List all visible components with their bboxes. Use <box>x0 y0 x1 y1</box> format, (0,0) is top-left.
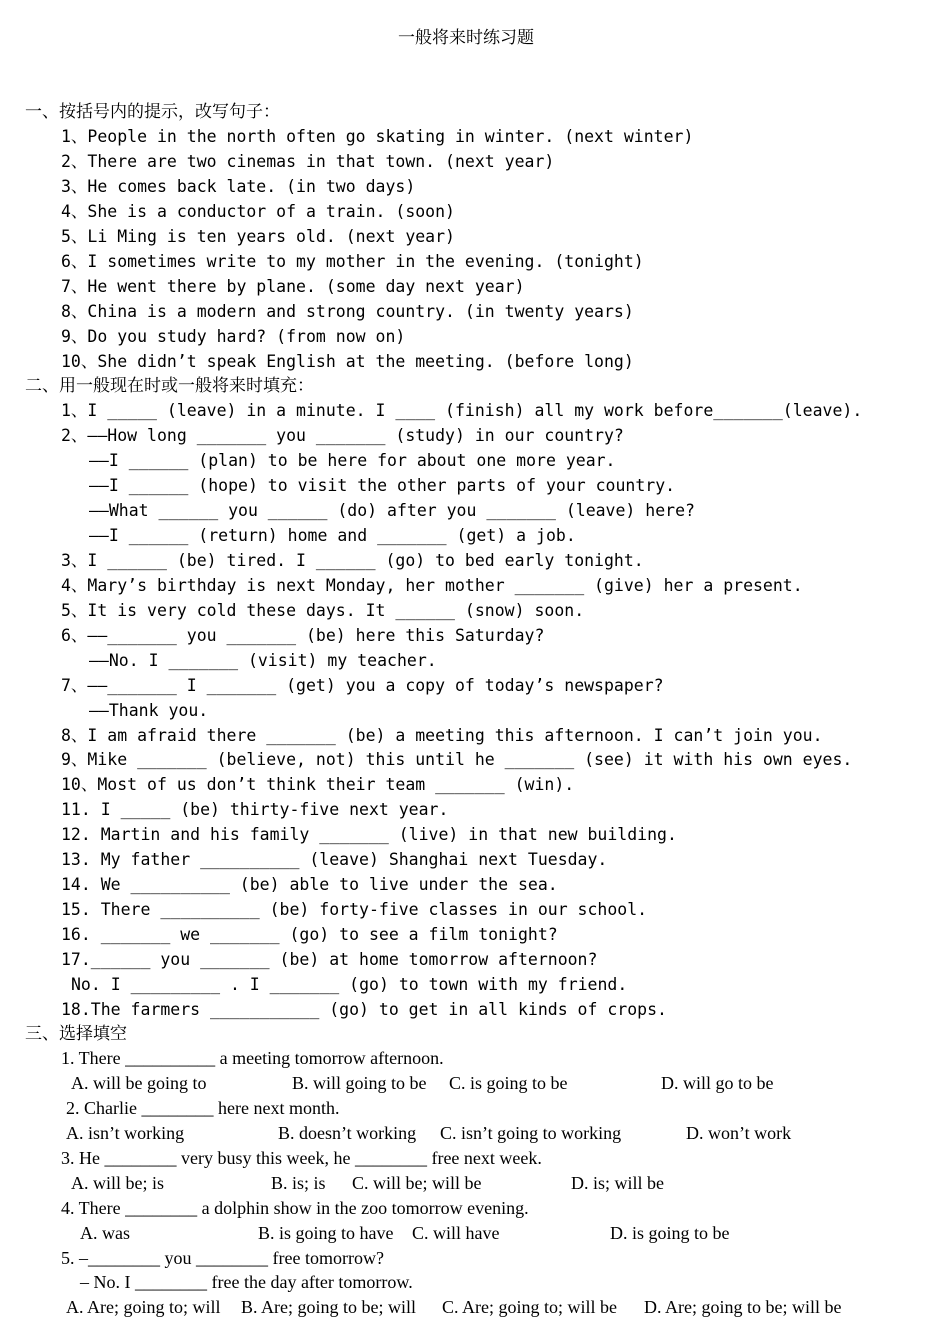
s2-line: 5、It is very cold these days. It ______ (snow) soon. <box>61 601 585 620</box>
s3-q1-option-b: B. will going to be <box>292 1073 427 1093</box>
s3-q4-option-a: A. was <box>80 1223 130 1243</box>
s2-line: ——I ______ (return) home and _______ (get) a job. <box>89 526 576 545</box>
s2-line: 17.______ you _______ (be) at home tomorrow afternoon? <box>61 950 598 969</box>
section-3-heading: 三、选择填空 <box>25 1024 127 1044</box>
s2-line: 4、Mary’s birthday is next Monday, her mother _______ (give) her a present. <box>61 576 803 595</box>
s2-line: 11. I _____ (be) thirty-five next year. <box>61 800 449 819</box>
s2-line: 7、——_______ I _______ (get) you a copy of today’s newspaper? <box>61 676 664 695</box>
s2-line: 16. _______ we _______ (go) to see a film tonight? <box>61 925 558 944</box>
s3-q3-option-c: C. will be; will be <box>352 1173 482 1193</box>
section-2-heading: 二、用一般现在时或一般将来时填充： <box>25 376 314 396</box>
s3-question-4: 4. There ________ a dolphin show in the zoo tomorrow evening. <box>61 1198 529 1218</box>
s3-question-1: 1. There __________ a meeting tomorrow afternoon. <box>61 1048 444 1068</box>
s3-q5-option-d: D. Are; going to be; will be <box>644 1297 842 1317</box>
s3-question-2: 2. Charlie ________ here next month. <box>66 1098 340 1118</box>
s1-item-9: 9、Do you study hard? (from now on) <box>61 327 406 346</box>
s3-q4-option-d: D. is going to be <box>610 1223 730 1243</box>
s3-q3-option-d: D. is; will be <box>571 1173 664 1193</box>
s1-item-8: 8、China is a modern and strong country. (in twenty years) <box>61 302 634 321</box>
s2-line: 15. There __________ (be) forty-five classes in our school. <box>61 900 648 919</box>
section-1-heading: 一、按括号内的提示，改写句子： <box>25 102 280 122</box>
s3-q3-option-a: A. will be; is <box>71 1173 164 1193</box>
s3-question-3: 3. He ________ very busy this week, he ________ free next week. <box>61 1148 542 1168</box>
s3-q5-option-c: C. Are; going to; will be <box>442 1297 617 1317</box>
s2-line: 13. My father __________ (leave) Shanghai next Tuesday. <box>61 850 608 869</box>
s2-line: 6、——_______ you _______ (be) here this Saturday? <box>61 626 545 645</box>
s1-item-5: 5、Li Ming is ten years old. (next year) <box>61 227 455 246</box>
page-title: 一般将来时练习题 <box>398 28 534 48</box>
s2-line: ——What ______ you ______ (do) after you _______ (leave) here? <box>89 501 695 520</box>
s1-item-1: 1、People in the north often go skating in winter. (next winter) <box>61 127 694 146</box>
s2-line: 3、I ______ (be) tired. I ______ (go) to bed early tonight. <box>61 551 644 570</box>
s3-q4-option-b: B. is going to have <box>258 1223 394 1243</box>
s3-q2-option-a: A. isn’t working <box>66 1123 185 1143</box>
s2-line: 9、Mike _______ (believe, not) this until he _______ (see) it with his own eyes. <box>61 750 853 769</box>
s2-line: 12. Martin and his family _______ (live) in that new building. <box>61 825 677 844</box>
s2-line: No. I _________ . I _______ (go) to town with my friend. <box>71 975 628 994</box>
s2-line: 2、——How long _______ you _______ (study) in our country? <box>61 426 624 445</box>
s2-line: ——I ______ (hope) to visit the other parts of your country. <box>89 476 676 495</box>
s3-q1-option-d: D. will go to be <box>661 1073 774 1093</box>
s1-item-10: 10、She didn’t speak English at the meeting. (before long) <box>61 352 634 371</box>
s2-line: ——I ______ (plan) to be here for about one more year. <box>89 451 616 470</box>
s3-q1-option-c: C. is going to be <box>449 1073 568 1093</box>
s1-item-4: 4、She is a conductor of a train. (soon) <box>61 202 455 221</box>
s1-item-6: 6、I sometimes write to my mother in the evening. (tonight) <box>61 252 644 271</box>
s2-line: ——Thank you. <box>89 701 209 720</box>
s2-line: 1、I _____ (leave) in a minute. I ____ (finish) all my work before_______(leave). <box>61 401 863 420</box>
s2-line: 8、I am afraid there _______ (be) a meeting this afternoon. I can’t join you. <box>61 726 823 745</box>
s3-q5-option-a: A. Are; going to; will <box>66 1297 221 1317</box>
s1-item-2: 2、There are two cinemas in that town. (next year) <box>61 152 555 171</box>
s3-question-5: 5. –________ you ________ free tomorrow? <box>61 1248 384 1268</box>
s1-item-7: 7、He went there by plane. (some day next year) <box>61 277 525 296</box>
s2-line: ——No. I _______ (visit) my teacher. <box>89 651 437 670</box>
s3-q2-option-c: C. isn’t going to working <box>440 1123 622 1143</box>
s3-q4-option-c: C. will have <box>412 1223 500 1243</box>
s3-q3-option-b: B. is; is <box>271 1173 326 1193</box>
s1-item-3: 3、He comes back late. (in two days) <box>61 177 416 196</box>
s3-question-5-reply: – No. I ________ free the day after tomorrow. <box>80 1272 413 1292</box>
s3-q2-option-d: D. won’t work <box>686 1123 792 1143</box>
s2-line: 14. We __________ (be) able to live under the sea. <box>61 875 558 894</box>
s3-q2-option-b: B. doesn’t working <box>278 1123 417 1143</box>
s3-q5-option-b: B. Are; going to be; will <box>241 1297 416 1317</box>
s2-line: 10、Most of us don’t think their team _______ (win). <box>61 775 575 794</box>
s3-q1-option-a: A. will be going to <box>71 1073 207 1093</box>
s2-line: 18.The farmers ___________ (go) to get in all kinds of crops. <box>61 1000 667 1019</box>
